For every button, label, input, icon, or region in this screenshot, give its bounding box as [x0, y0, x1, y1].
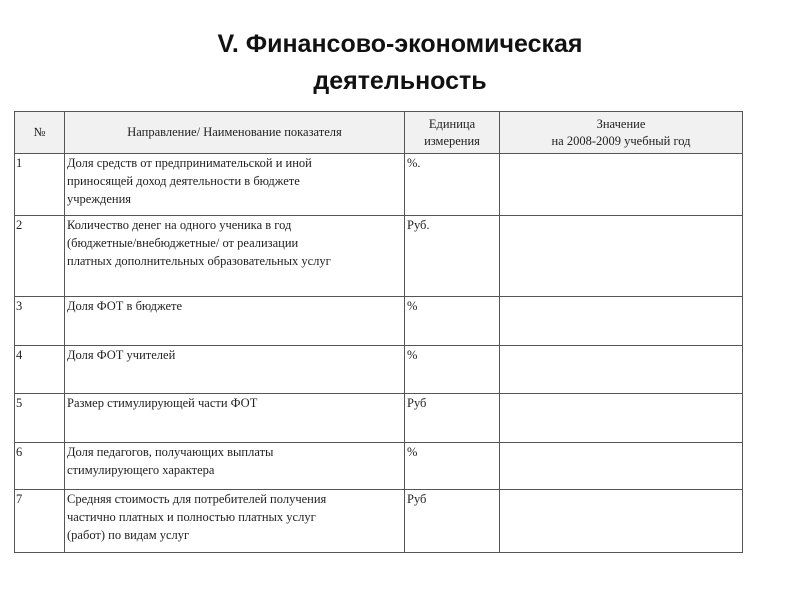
name-line: Количество денег на одного ученика в год [67, 218, 292, 232]
row-indicator-name [65, 297, 405, 346]
row-value [500, 154, 743, 216]
table-row [15, 443, 743, 490]
row-indicator-name [65, 216, 405, 297]
row-number: 6 [15, 443, 65, 490]
header-unit-line-1: Единица [428, 116, 476, 131]
table-row [15, 154, 743, 216]
header-value-line-1: Значение [596, 116, 646, 131]
row-unit: % [405, 443, 500, 490]
page-title [0, 26, 800, 100]
name-line: Доля средств от предпринимательской и иной [67, 156, 312, 170]
page-title-line-1: V. Финансово-экономическая [217, 30, 583, 58]
name-line: (работ) по видам услуг [67, 528, 190, 542]
name-line: учреждения [67, 192, 132, 206]
name-line: Размер стимулирующей части ФОТ [67, 396, 258, 410]
header-number: № [15, 112, 65, 154]
row-indicator-name [65, 443, 405, 490]
row-number: 2 [15, 216, 65, 297]
row-number: 7 [15, 490, 65, 553]
row-value [500, 443, 743, 490]
row-value [500, 394, 743, 443]
name-line: приносящей доход деятельности в бюджете [67, 174, 300, 188]
header-unit [405, 112, 500, 154]
row-number: 5 [15, 394, 65, 443]
name-line: Доля ФОТ учителей [67, 348, 176, 362]
header-value [500, 112, 743, 154]
row-unit: Руб. [405, 216, 500, 297]
table-row [15, 346, 743, 394]
row-unit: Руб [405, 394, 500, 443]
table-row [15, 297, 743, 346]
row-number: 1 [15, 154, 65, 216]
table-header-row [15, 112, 743, 154]
table-row [15, 394, 743, 443]
header-indicator-name: Направление/ Наименование показателя [65, 112, 405, 154]
row-indicator-name [65, 490, 405, 553]
row-value [500, 297, 743, 346]
row-number: 3 [15, 297, 65, 346]
row-unit: % [405, 346, 500, 394]
name-line: частично платных и полностью платных услуг [67, 510, 316, 524]
row-indicator-name [65, 154, 405, 216]
table-row [15, 490, 743, 553]
name-line: (бюджетные/внебюджетные/ от реализации [67, 236, 299, 250]
name-line: Доля педагогов, получающих выплаты [67, 445, 274, 459]
financial-indicators-table [14, 111, 743, 553]
header-unit-line-2: измерения [424, 133, 480, 148]
row-value [500, 490, 743, 553]
row-number: 4 [15, 346, 65, 394]
row-indicator-name [65, 394, 405, 443]
row-unit: %. [405, 154, 500, 216]
name-line: стимулирующего характера [67, 463, 215, 477]
name-line: платных дополнительных образовательных услуг [67, 254, 331, 268]
page-title-line-2: деятельность [313, 67, 487, 95]
row-indicator-name [65, 346, 405, 394]
table-row [15, 216, 743, 297]
header-value-line-2: на 2008-2009 учебный год [551, 133, 691, 148]
row-value [500, 346, 743, 394]
name-line: Доля ФОТ в бюджете [67, 299, 183, 313]
row-unit: Руб [405, 490, 500, 553]
row-value [500, 216, 743, 297]
row-unit: % [405, 297, 500, 346]
name-line: Средняя стоимость для потребителей получения [67, 492, 327, 506]
